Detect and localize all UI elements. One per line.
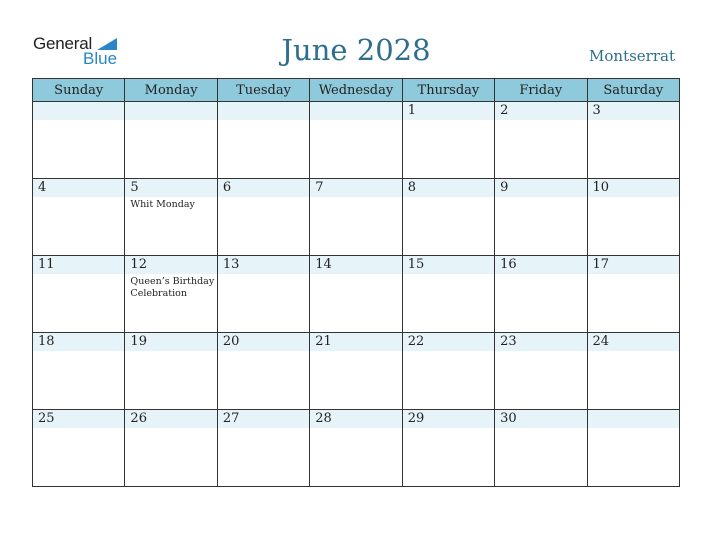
day-number [125,102,216,120]
weekday-header: Tuesday [217,79,309,102]
calendar-body [33,102,680,487]
day-number: 24 [588,333,679,351]
day-cell [587,102,679,179]
logo-text-blue: Blue [83,49,118,68]
day-cell [125,179,217,256]
day-number: 22 [403,333,494,351]
day-cell [33,256,125,333]
day-cell [587,256,679,333]
day-number: 23 [495,333,586,351]
day-cell [587,179,679,256]
day-cell [33,102,125,179]
weekday-header: Sunday [33,79,125,102]
day-number: 28 [310,410,401,428]
day-number: 13 [218,256,309,274]
day-cell [402,179,494,256]
day-number: 12 [125,256,216,274]
day-cell [402,410,494,487]
day-number: 3 [588,102,679,120]
day-cell [402,256,494,333]
day-number [218,102,309,120]
week-row [33,102,680,179]
day-cell [402,102,494,179]
day-number: 30 [495,410,586,428]
day-number: 2 [495,102,586,120]
day-number: 25 [33,410,124,428]
day-cell [495,102,587,179]
day-cell [125,333,217,410]
day-number: 20 [218,333,309,351]
week-row [33,179,680,256]
day-number: 8 [403,179,494,197]
weekday-header: Wednesday [310,79,402,102]
day-cell [310,333,402,410]
day-number: 15 [403,256,494,274]
weekday-header-row [33,79,680,102]
day-cell [495,410,587,487]
day-cell [217,410,309,487]
day-number: 21 [310,333,401,351]
day-number [588,410,679,428]
day-number: 17 [588,256,679,274]
logo-text-general: General [33,34,93,53]
day-number [33,102,124,120]
day-cell [402,333,494,410]
calendar-grid [32,78,680,487]
day-number: 26 [125,410,216,428]
day-cell [587,333,679,410]
day-cell [217,102,309,179]
weekday-header: Monday [125,79,217,102]
day-number: 18 [33,333,124,351]
week-row [33,256,680,333]
region-label: Montserrat [589,47,675,65]
day-number: 5 [125,179,216,197]
day-number: 6 [218,179,309,197]
day-number: 29 [403,410,494,428]
day-cell [125,410,217,487]
day-cell [587,410,679,487]
day-number: 9 [495,179,586,197]
day-cell [217,256,309,333]
day-cell [310,256,402,333]
weekday-header: Thursday [402,79,494,102]
day-cell [217,179,309,256]
day-number: 27 [218,410,309,428]
day-number: 19 [125,333,216,351]
day-number: 14 [310,256,401,274]
day-cell [310,102,402,179]
day-cell [33,333,125,410]
day-cell [33,410,125,487]
day-cell [125,102,217,179]
day-cell [125,256,217,333]
day-cell [33,179,125,256]
page-title: June 2028 [281,33,431,67]
day-number: 4 [33,179,124,197]
day-number: 16 [495,256,586,274]
day-cell [495,333,587,410]
weekday-header: Friday [495,79,587,102]
day-number: 7 [310,179,401,197]
day-number [310,102,401,120]
day-number: 10 [588,179,679,197]
day-cell [310,179,402,256]
day-cell [310,410,402,487]
week-row [33,333,680,410]
holiday-label: Whit Monday [130,199,195,210]
weekday-header: Saturday [587,79,679,102]
day-number: 11 [33,256,124,274]
week-row [33,410,680,487]
day-cell [495,179,587,256]
day-cell [217,333,309,410]
day-cell [495,256,587,333]
holiday-label: Queen’s Birthday Celebration [130,276,215,299]
day-number: 1 [403,102,494,120]
